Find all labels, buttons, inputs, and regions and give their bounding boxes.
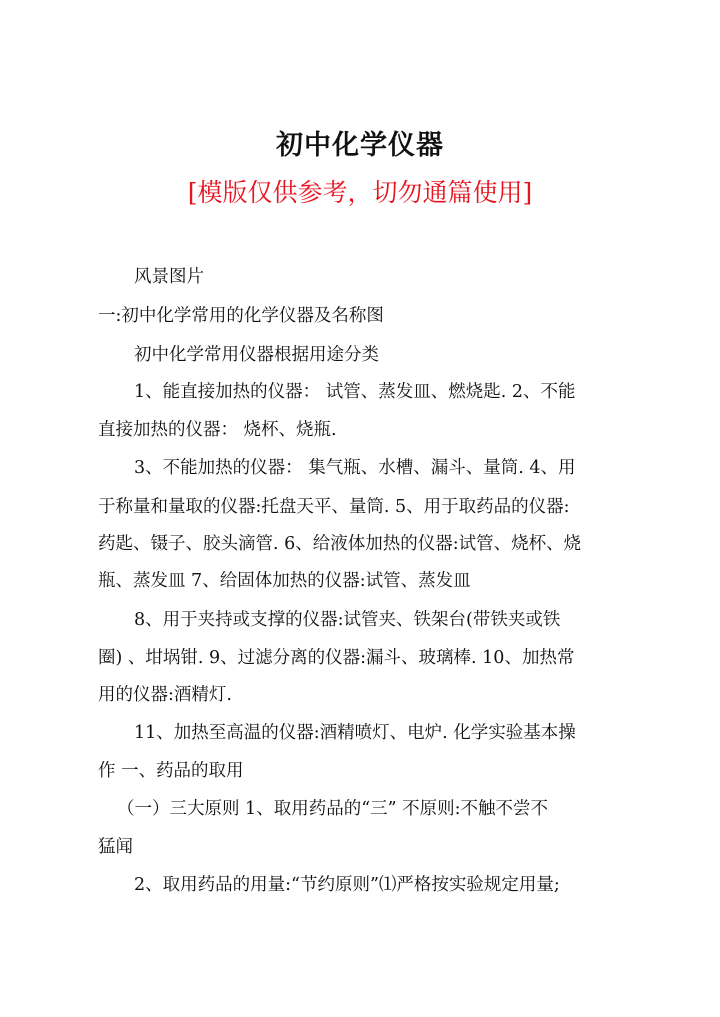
document-title: 初中化学仪器 (276, 130, 444, 161)
text-line: 药匙、镊子、胶头滴管. 6、给液体加热的仪器:试管、烧杯、烧 (98, 534, 582, 554)
text-line: 直接加热的仪器： 烧杯、烧瓶. (98, 420, 337, 440)
text-line: 作 一、药品的取用 (98, 761, 244, 781)
text-line: 风景图片 (134, 267, 204, 287)
text-line: 猛闻 (98, 837, 133, 857)
template-notice: [模版仅供参考，切勿通篇使用] (187, 178, 533, 207)
text-line: 于称量和量取的仪器:托盘天平、量筒. 5、用于取药品的仪器: (98, 497, 570, 517)
text-line: 初中化学常用仪器根据用途分类 (134, 345, 379, 365)
text-line: 圈) 、坩埚钳. 9、过滤分离的仪器:漏斗、玻璃棒. 10、加热常 (98, 648, 575, 668)
text-line: 2、取用药品的用量:“节约原则”⑴严格按实验规定用量; (134, 875, 560, 895)
text-line: 3、不能加热的仪器： 集气瓶、水槽、漏斗、量筒. 4、用 (134, 458, 576, 478)
text-line: 11、加热至高温的仪器:酒精喷灯、电炉. 化学实验基本操 (134, 723, 576, 743)
text-line: 瓶、蒸发皿 7、给固体加热的仪器:试管、蒸发皿 (98, 571, 471, 591)
text-line: 用的仪器:酒精灯. (98, 685, 232, 705)
text-line: 1、能直接加热的仪器： 试管、蒸发皿、燃烧匙. 2、不能 (134, 382, 576, 402)
text-line: （一）三大原则 1、取用药品的“三” 不原则:不触不尝不 (117, 799, 549, 819)
section-heading: 一:初中化学常用的化学仪器及名称图 (98, 306, 384, 326)
text-line: 8、用于夹持或支撑的仪器:试管夹、铁架台(带铁夹或铁 (134, 610, 561, 630)
